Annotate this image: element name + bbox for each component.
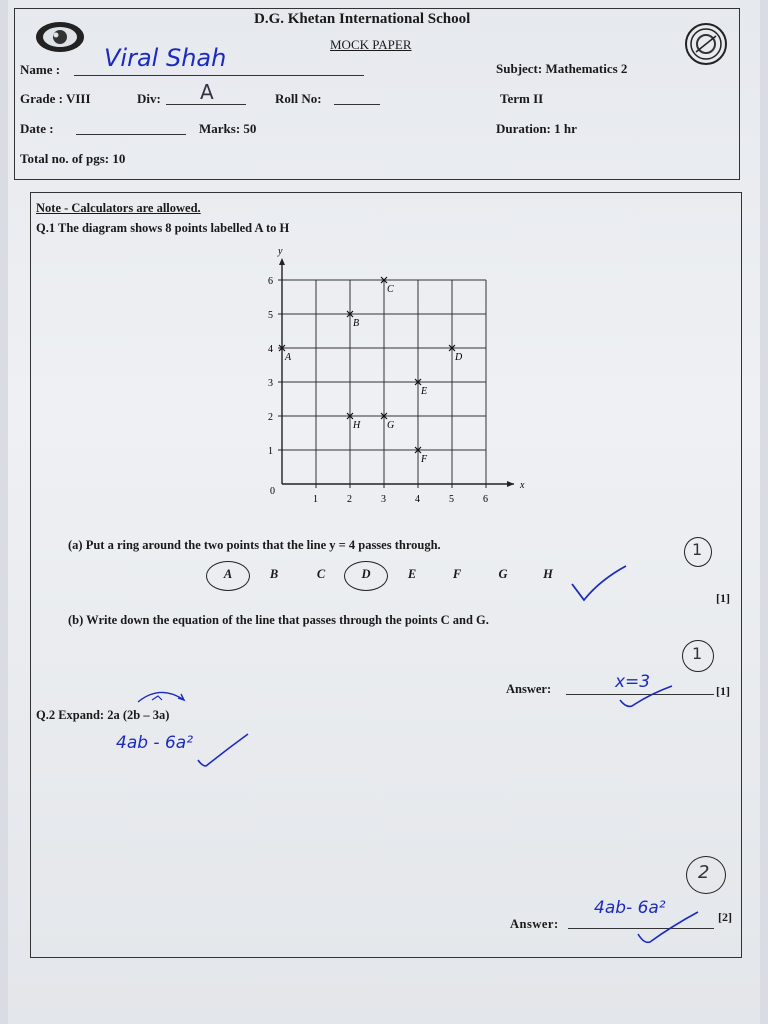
tick-mark-b xyxy=(616,684,676,710)
roll-label: Roll No: xyxy=(275,91,322,106)
div-value: A xyxy=(200,80,214,104)
mark-b: [1] xyxy=(716,684,730,698)
marks: Marks: 50 xyxy=(199,121,257,136)
answer-b: x=3 xyxy=(615,672,651,692)
answer-ring-d xyxy=(344,561,388,591)
answer-label-q2: Answer: xyxy=(510,917,559,931)
x-axis-arrow xyxy=(507,481,514,487)
option-b[interactable]: B xyxy=(269,567,279,581)
option-f[interactable]: F xyxy=(452,567,462,581)
option-g[interactable]: G xyxy=(498,567,508,581)
x-tick-label: 4 xyxy=(415,494,420,505)
date-line xyxy=(76,134,186,135)
x-tick-label: 5 xyxy=(449,494,454,505)
y-tick-label: 5 xyxy=(268,310,273,321)
roll-line xyxy=(334,104,380,105)
paper-type: MOCK PAPER xyxy=(330,37,412,52)
name-line xyxy=(74,75,364,76)
option-h[interactable]: H xyxy=(543,567,553,581)
school-name: D.G. Khetan International School xyxy=(254,11,471,27)
point-label-f: F xyxy=(421,454,428,465)
x-tick-label: 0 xyxy=(270,486,275,497)
point-label-c: C xyxy=(387,284,394,295)
point-label-a: A xyxy=(285,352,292,363)
answer-label-b: Answer: xyxy=(506,682,552,696)
duration: Duration: 1 hr xyxy=(496,121,577,136)
coordinate-grid xyxy=(256,246,536,510)
y-axis-label: y xyxy=(278,246,283,257)
point-label-h: H xyxy=(353,420,361,431)
y-axis-arrow xyxy=(279,258,285,265)
name-value: Viral Shah xyxy=(104,44,227,72)
date-label: Date : xyxy=(20,121,54,136)
note: Note - Calculators are allowed. xyxy=(36,201,201,215)
mark-a: [1] xyxy=(716,591,730,605)
option-c[interactable]: C xyxy=(316,567,326,581)
y-tick-label: 2 xyxy=(268,412,273,423)
option-a[interactable]: A xyxy=(223,567,233,581)
y-tick-label: 3 xyxy=(268,378,273,389)
option-d[interactable]: D xyxy=(361,567,371,581)
x-tick-label: 2 xyxy=(347,494,352,505)
name-label: Name : xyxy=(20,62,61,77)
score-b: 1 xyxy=(692,644,703,663)
point-label-g: G xyxy=(387,420,395,431)
term: Term II xyxy=(500,91,544,106)
option-e[interactable]: E xyxy=(407,567,417,581)
x-tick-label: 6 xyxy=(483,494,488,505)
point-label-b: B xyxy=(353,318,360,329)
q2-title: Q.2 Expand: 2a (2b – 3a) xyxy=(36,708,170,722)
y-tick-label: 1 xyxy=(268,446,273,457)
school-logo-right xyxy=(684,22,728,66)
mark-q2: [2] xyxy=(718,910,732,924)
x-axis-label: x xyxy=(520,480,525,491)
q1-part-b: (b) Write down the equation of the line that passes through the points C and G. xyxy=(68,613,489,627)
tick-mark-working xyxy=(196,730,252,770)
q1-title: Q.1 The diagram shows 8 points labelled A to H xyxy=(36,221,290,235)
grade: Grade : VIII xyxy=(20,91,91,106)
answer-ring-a xyxy=(206,561,250,591)
score-a: 1 xyxy=(692,540,703,559)
tick-mark-a xyxy=(570,562,630,606)
answer-q2: 4ab- 6a² xyxy=(594,898,666,918)
div-label: Div: xyxy=(137,91,161,106)
y-tick-label: 4 xyxy=(268,344,273,355)
q1-part-a: (a) Put a ring around the two points that the line y = 4 passes through. xyxy=(68,538,441,552)
point-label-e: E xyxy=(421,386,428,397)
expand-arrow xyxy=(134,688,190,706)
total-pages: Total no. of pgs: 10 xyxy=(20,151,126,166)
y-tick-label: 6 xyxy=(268,276,273,287)
score-q2: 2 xyxy=(698,862,710,883)
school-logo-left xyxy=(34,20,86,54)
div-line xyxy=(166,104,246,105)
q2-working: 4ab - 6a² xyxy=(116,733,194,753)
subject: Subject: Mathematics 2 xyxy=(496,61,628,76)
x-tick-label: 3 xyxy=(381,494,386,505)
tick-mark-q2 xyxy=(636,908,700,946)
x-tick-label: 1 xyxy=(313,494,318,505)
point-label-d: D xyxy=(455,352,463,363)
